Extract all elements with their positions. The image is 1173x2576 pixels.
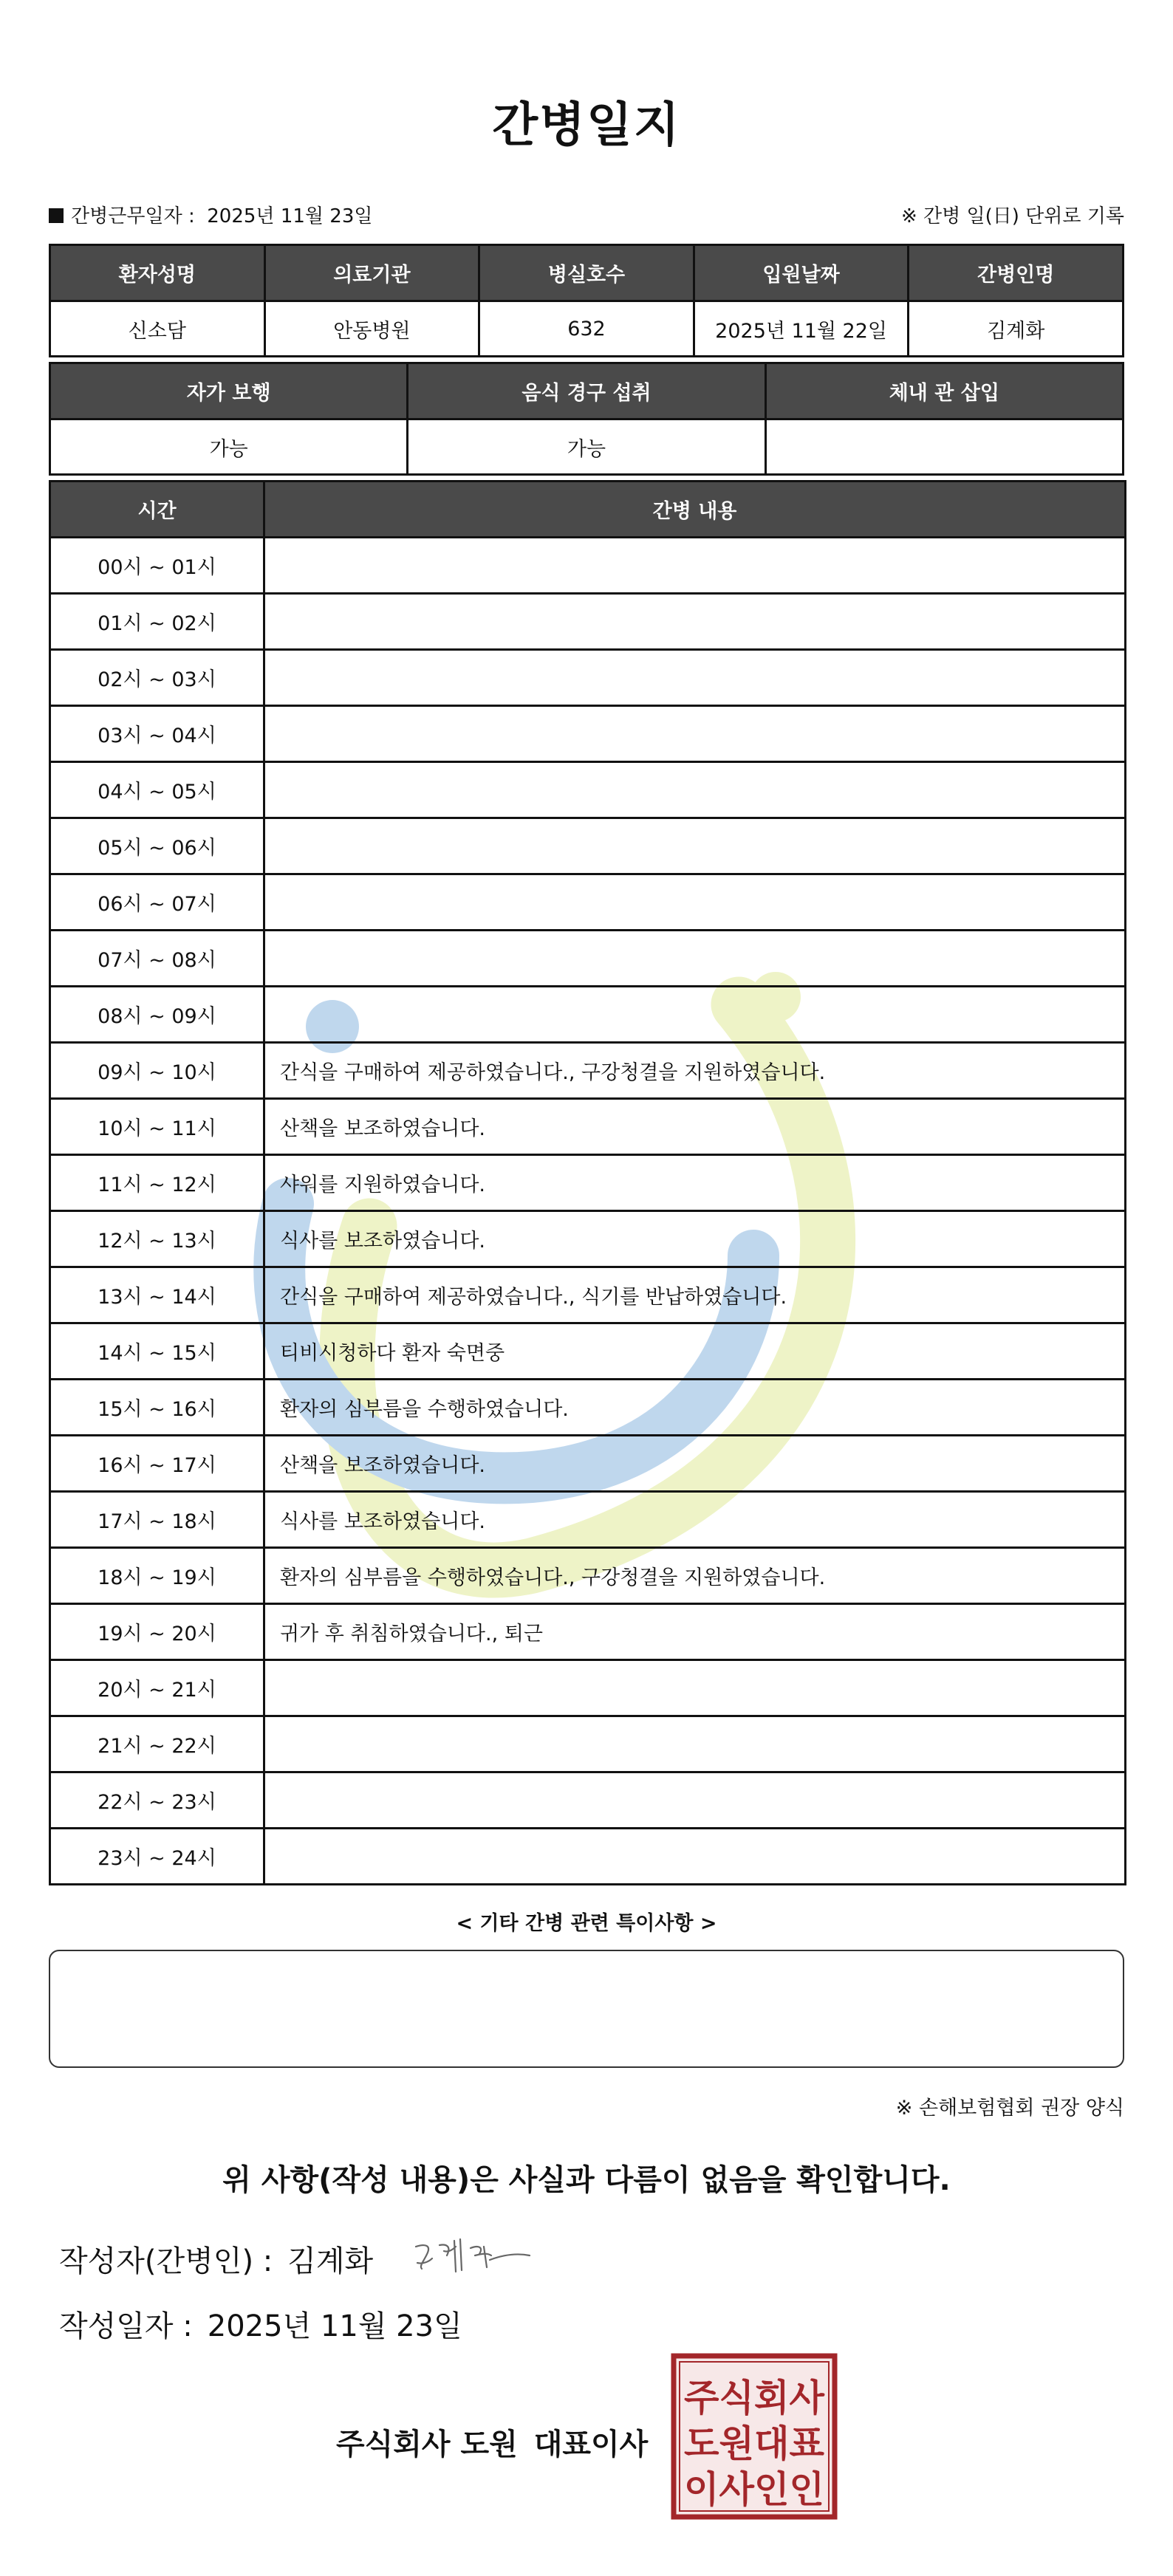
note-cell: [264, 538, 1126, 594]
note-cell: [264, 1716, 1126, 1772]
table-row: [50, 594, 1126, 650]
time-cell: 15시 ~ 16시: [50, 1380, 264, 1436]
table-row: [50, 1211, 1126, 1267]
self-walking-value: 가능: [50, 419, 408, 475]
table-row: [50, 1492, 1126, 1548]
company-line: [336, 2421, 648, 2463]
table-row: [50, 1548, 1126, 1604]
table-row: [50, 706, 1126, 762]
note-cell: [264, 987, 1126, 1043]
header-admission-date: 입원날짜: [694, 245, 909, 301]
note-cell: [264, 931, 1126, 987]
table-row: [50, 931, 1126, 987]
time-cell: 10시 ~ 11시: [50, 1099, 264, 1155]
time-cell: 08시 ~ 09시: [50, 987, 264, 1043]
note-cell: [264, 1829, 1126, 1885]
written-date-label: 작성일자 :: [59, 2309, 193, 2343]
time-cell: 21시 ~ 22시: [50, 1716, 264, 1772]
table-row: [50, 1099, 1126, 1155]
table-row: [50, 1772, 1126, 1829]
time-cell: 22시 ~ 23시: [50, 1772, 264, 1829]
table-row: [50, 650, 1126, 706]
time-cell: 00시 ~ 01시: [50, 538, 264, 594]
table-row: [50, 874, 1126, 931]
admission-date: 2025년 11월 22일: [694, 301, 909, 357]
header-tube-insertion: 체내 관 삽입: [765, 363, 1123, 419]
note-cell: [264, 594, 1126, 650]
note-cell: 식사를 보조하였습니다.: [264, 1492, 1126, 1548]
special-notes-box: [49, 1950, 1124, 2068]
written-date-line: [59, 2303, 462, 2345]
note-cell: 식사를 보조하였습니다.: [264, 1211, 1126, 1267]
svg-text:주식회사: 주식회사: [684, 2377, 825, 2419]
time-cell: 07시 ~ 08시: [50, 931, 264, 987]
header-care-content: 간병 내용: [264, 482, 1126, 538]
note-cell: 산책을 보조하였습니다.: [264, 1436, 1126, 1492]
room-number: 632: [479, 301, 694, 357]
record-unit-note: ※ 간병 일(日) 단위로 기록: [900, 205, 1124, 227]
work-date: [49, 201, 372, 228]
hospital-name: 안동병원: [264, 301, 479, 357]
note-cell: 간식을 구매하여 제공하였습니다., 구강청결을 지원하였습니다.: [264, 1043, 1126, 1099]
table-row: [50, 1155, 1126, 1211]
meta-row: [49, 201, 1124, 230]
recommended-form-note: ※ 손해보험협회 권장 양식: [895, 2097, 1124, 2120]
svg-text:도원대표: 도원대표: [684, 2422, 825, 2465]
time-cell: 13시 ~ 14시: [50, 1267, 264, 1323]
capability-table: [49, 362, 1124, 476]
patient-name: 신소담: [50, 301, 265, 357]
time-cell: 04시 ~ 05시: [50, 762, 264, 818]
writer-line: [59, 2238, 373, 2280]
time-cell: 05시 ~ 06시: [50, 818, 264, 874]
header-self-walking: 자가 보행: [50, 363, 408, 419]
note-cell: [264, 706, 1126, 762]
confirmation-statement: 위 사항(작성 내용)은 사실과 다름이 없음을 확인합니다.: [222, 2163, 951, 2197]
table-row: [50, 1716, 1126, 1772]
table-row: [50, 762, 1126, 818]
table-row: [50, 1660, 1126, 1716]
time-cell: 11시 ~ 12시: [50, 1155, 264, 1211]
header-room: 병실호수: [479, 245, 694, 301]
time-cell: 18시 ~ 19시: [50, 1548, 264, 1604]
time-cell: 17시 ~ 18시: [50, 1492, 264, 1548]
table-row: [50, 987, 1126, 1043]
header-caregiver: 간병인명: [909, 245, 1124, 301]
time-cell: 03시 ~ 04시: [50, 706, 264, 762]
table-row: [50, 1043, 1126, 1099]
ceo-title: 대표이사: [533, 2428, 649, 2462]
written-date-value: 2025년 11월 23일: [207, 2309, 462, 2343]
header-time: 시간: [50, 482, 264, 538]
table-row: [50, 818, 1126, 874]
oral-intake-value: 가능: [408, 419, 765, 475]
time-cell: 12시 ~ 13시: [50, 1211, 264, 1267]
note-cell: [264, 1660, 1126, 1716]
note-cell: 샤워를 지원하였습니다.: [264, 1155, 1126, 1211]
table-row: [50, 1604, 1126, 1660]
note-cell: 간식을 구매하여 제공하였습니다., 식기를 반납하였습니다.: [264, 1267, 1126, 1323]
tube-insertion-value: [765, 419, 1123, 475]
time-cell: 09시 ~ 10시: [50, 1043, 264, 1099]
time-cell: 14시 ~ 15시: [50, 1323, 264, 1380]
note-cell: [264, 650, 1126, 706]
note-cell: 환자의 심부름을 수행하였습니다., 구강청결을 지원하였습니다.: [264, 1548, 1126, 1604]
company-name: 주식회사 도원: [336, 2428, 518, 2462]
note-cell: [264, 818, 1126, 874]
note-cell: 환자의 심부름을 수행하였습니다.: [264, 1380, 1126, 1436]
table-row: [50, 1323, 1126, 1380]
note-cell: [264, 762, 1126, 818]
header-oral-intake: 음식 경구 섭취: [408, 363, 765, 419]
time-cell: 23시 ~ 24시: [50, 1829, 264, 1885]
hourly-log-table: [49, 480, 1126, 1885]
note-cell: 산책을 보조하였습니다.: [264, 1099, 1126, 1155]
note-cell: [264, 874, 1126, 931]
time-cell: 06시 ~ 07시: [50, 874, 264, 931]
header-patient-name: 환자성명: [50, 245, 265, 301]
table-row: [50, 1436, 1126, 1492]
time-cell: 20시 ~ 21시: [50, 1660, 264, 1716]
work-date-value: 2025년 11월 23일: [207, 205, 373, 227]
time-cell: 16시 ~ 17시: [50, 1436, 264, 1492]
table-row: [50, 538, 1126, 594]
square-bullet-icon: [49, 208, 64, 223]
svg-text:이사인인: 이사인인: [684, 2468, 824, 2511]
note-cell: [264, 1772, 1126, 1829]
caregiver-name: 김계화: [909, 301, 1124, 357]
time-cell: 01시 ~ 02시: [50, 594, 264, 650]
note-cell: 티비시청하다 환자 숙면중: [264, 1323, 1126, 1380]
patient-info-table: [49, 244, 1124, 357]
table-row: [50, 1380, 1126, 1436]
document-title: 간병일지: [492, 98, 681, 153]
handwritten-signature-icon: [410, 2230, 536, 2282]
writer-name: 김계화: [287, 2244, 374, 2278]
table-row: [50, 1267, 1126, 1323]
work-date-label: 간병근무일자 :: [71, 205, 195, 227]
table-row: [50, 1829, 1126, 1885]
special-notes-title: < 기타 간병 관련 특이사항 >: [456, 1912, 717, 1935]
header-hospital: 의료기관: [264, 245, 479, 301]
note-cell: 귀가 후 취침하였습니다., 퇴근: [264, 1604, 1126, 1660]
writer-label: 작성자(간병인) :: [59, 2244, 273, 2278]
time-cell: 19시 ~ 20시: [50, 1604, 264, 1660]
time-cell: 02시 ~ 03시: [50, 650, 264, 706]
company-seal-icon: [671, 2353, 838, 2520]
